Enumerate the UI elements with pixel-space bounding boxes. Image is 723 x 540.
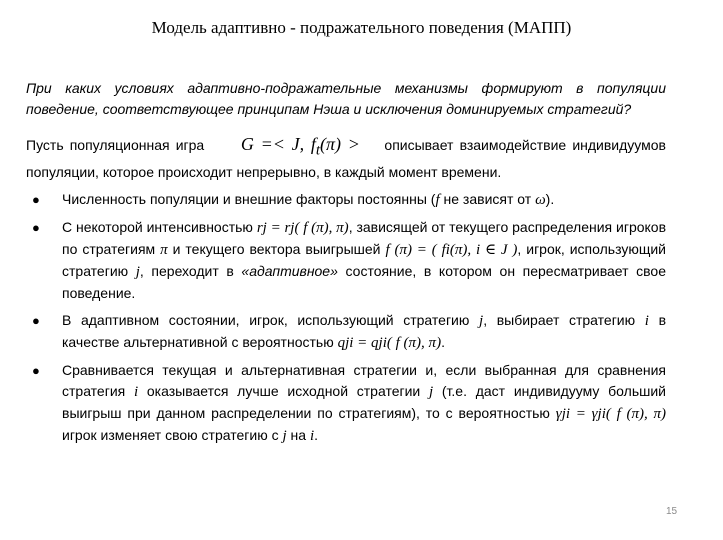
- inline-formula: qji = qji( f (π), π): [337, 335, 442, 351]
- bullet-text: в качестве альтернативной с вероятностью: [62, 312, 667, 350]
- intro-after: описывает взаимодействие индивидуумов популяции, которое происходит непрерывно, в каждый момент времени.: [26, 137, 666, 180]
- bullet-text: (т.е. даст индивидууму больший выигрыш при данном распределении по стратегиям), то с вероятностью: [62, 383, 666, 421]
- slide-title: Модель адаптивно - подражательного поведения (МАПП): [151, 18, 572, 37]
- bullet-text: состояние, в котором он пересматривает свое поведение.: [62, 263, 666, 301]
- inline-formula: ω: [535, 192, 546, 208]
- bullet-dot-icon: ●: [32, 220, 40, 235]
- bullet-text: не зависят от: [439, 191, 536, 207]
- intro-before: Пусть популяционная игра: [26, 137, 205, 153]
- bullet-text: оказывается лучше исходной стратегии: [138, 383, 429, 399]
- assumption-list: [26, 189, 666, 453]
- assumption-item: [26, 310, 666, 354]
- bullet-text: , зависящей от текущего распределения игроков по стратегиям: [62, 219, 667, 257]
- bullet-text: .: [441, 334, 445, 350]
- inline-formula: i: [644, 313, 649, 329]
- bullet-text: игрок изменяет свою стратегию с: [62, 427, 283, 443]
- bullet-text: ).: [545, 191, 555, 207]
- inline-formula: j: [479, 313, 484, 329]
- bullet-text: С некоторой интенсивностью: [62, 219, 257, 235]
- inline-formula: rj = rj( f (π), π): [256, 220, 349, 236]
- game-formula-end: (π) >: [320, 134, 360, 154]
- assumption-item: [26, 360, 666, 447]
- inline-formula: π: [160, 242, 168, 258]
- bullet-text: Численность популяции и внешние факторы постоянны (: [62, 191, 436, 207]
- bullet-text: Сравнивается текущая и альтернативная стратегии и, если выбранная для сравнения стратегия: [62, 362, 666, 399]
- inline-formula: j: [428, 384, 434, 400]
- bullet-text: В адаптивном состоянии, игрок, использующий стратегию: [62, 312, 480, 328]
- inline-formula: i: [309, 428, 315, 444]
- emphasized-text: «адаптивное»: [241, 263, 338, 279]
- page-number: 15: [666, 506, 678, 517]
- inline-formula: f: [435, 192, 440, 208]
- bullet-text: , переходит в: [139, 263, 242, 279]
- bullet-text: , выбирает стратегию: [483, 312, 645, 328]
- inline-formula: f (π) = ( fi(π), i ∈ J ): [385, 242, 518, 258]
- game-formula-main: G =< J, f: [240, 134, 316, 154]
- assumption-item: [26, 217, 666, 304]
- bullet-dot-icon: ●: [32, 363, 40, 378]
- inline-formula: i: [133, 384, 139, 400]
- bullet-text: на: [286, 427, 310, 443]
- inline-formula: γji = γji( f (π), π): [555, 406, 666, 422]
- bullet-text: и текущего вектора выигрышей: [167, 241, 386, 257]
- bullet-dot-icon: ●: [32, 313, 40, 328]
- game-formula: [240, 134, 360, 159]
- research-question: При каких условиях адаптивно-подражательные механизмы формируют в популяции поведение, соответствующее принципам Нэша и исключения доминируемых стратегий?: [26, 80, 666, 117]
- bullet-text: .: [314, 427, 319, 443]
- bullet-text: , игрок, использующий стратегию: [62, 241, 666, 279]
- inline-formula: j: [282, 428, 287, 444]
- game-formula-sub: t: [315, 142, 321, 159]
- inline-formula: j: [135, 264, 140, 280]
- bullet-dot-icon: ●: [32, 192, 40, 207]
- intro-paragraph: [26, 134, 666, 183]
- assumption-item: [26, 189, 666, 211]
